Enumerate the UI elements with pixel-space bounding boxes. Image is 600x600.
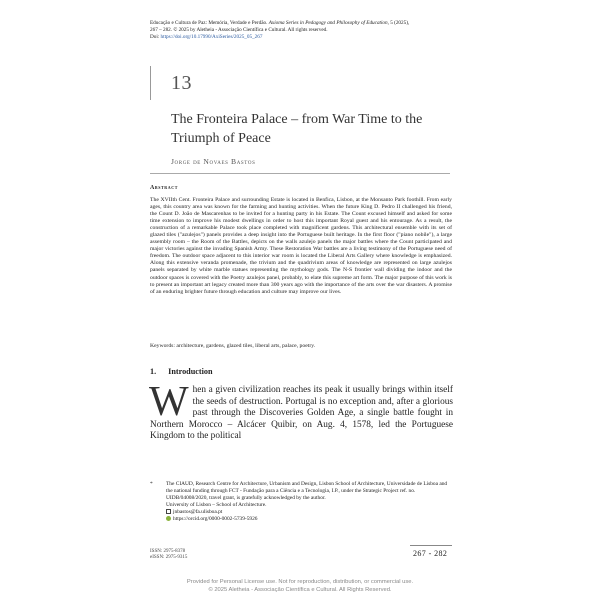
citation-header [150,20,460,41]
footnote-orcid[interactable]: https://orcid.org/0000-0002-5739-5926 [173,515,258,522]
abstract-heading: Abstract [150,185,179,191]
footnote [150,481,452,522]
doi-link[interactable]: https://doi.org/10.17990/AxiSeries/2025_05_267 [160,34,263,40]
author-rule [150,173,450,174]
orcid-icon [166,516,171,521]
doi-line [150,34,460,41]
chapter-divider [150,66,451,100]
footnote-text: The CIAUD, Research Centre for Architecture, Urbanism and Design, Lisbon School of Architecture, Universidade de Lisboa and the national funding through FCT - Fundação para a Ciência e a Tecnologia, I.P., under the Strategic Project ref. no. UIDB/04008/2020, travel grant, is gratefully acknowledged by the author. [166,481,448,501]
section-heading [150,367,213,376]
drop-cap: W [149,379,189,425]
footnote-email[interactable]: jnbastos@fa.ulisboa.pt [173,508,223,515]
chapter-title: The Fronteira Palace – from War Time to the Triumph of Peace [171,112,423,146]
issn-print: ISSN: 2975-8378 [150,549,186,554]
author-name: Jorge de Novaes Bastos [171,157,256,166]
intro-paragraph [149,379,453,443]
keywords: Keywords: architecture, gardens, glazed tiles, liberal arts, palace, poetry. [150,343,316,349]
license-watermark-line-2: © 2025 Aletheia - Associação Científica e Cultural. All Rights Reserved. [208,587,392,593]
license-watermark-line-1: Provided for Personal License use. Not for reproduction, distribution, or commercial use. [186,579,414,585]
footnote-email-line [166,509,452,516]
issn-electronic: eISSN: 2975-9315 [150,555,188,561]
citation-line-2: 267 – 282. © 2025 by Aletheia - Associação Científica e Cultural. All rights reserved. [150,27,328,33]
page-range-rule [410,545,452,546]
citation-line-1 [150,20,460,27]
abstract-text: The XVIIth Cent. Fronteira Palace and surrounding Estate is located in Benfica, Lisbon, at the Monsanto Park foothill. From early ages, this country area was known for the farming and hunting activities. When the future King D. Pedro II challenged his friend, the Count D. João de Mascarenhas to be invited for a hunting party in his Estate. The Count excused himself and asked for some time extension to improve his modest dwellings in order to host this important Royal guest and his entourage. As a result, the construction of a remarkable Palace took place completed with magnificent gardens. This architectural ensemble with its set of glazed tiles ("azulejos") panels provides a deep insight into the Portuguese built heritage. In the first floor ("piano nobile"), a large assembly room – the Room of the Battles, depicts on the walls azulejo panels the major battles where the Count participated and major victories against the invading Spanish Army. These Restoration War battles are a living testimony of the Portuguese need of freedom. The outdoor space adjacent to this interior war room is located the Liberal Arts Gallery where knowledge is emphasized. Along this extensive veranda promenade, the trivium and the quadrivium areas of knowledge are represented on large azulejos panels separated by white marble statues representing the mythology gods. The N-S frontier wall dividing the indoor and the outdoor spaces is covered with the Poetry azulejos panel, probably, to elate this supreme art form. The major purpose of this work is to present an important art legacy created more than 300 years ago with the importance of the arts over the war disasters. A promise of an enduring brighter future through education and culture may improve our lives. [150,197,452,295]
footnote-affiliation: University of Lisbon – School of Architecture. [166,501,267,508]
section-number: 1. [150,367,157,376]
email-icon [166,509,171,514]
footnote-body [166,481,452,522]
intro-text: hen a given civilization reaches its peak it usually brings within itself the seeds of destruction. Portugal is no exception and, after a glorious past through the Discoveries Golden Age, a single battle fought in Northern Morocco – Alcácer Quibir, on Aug. 4, 1578, led the Portuguese Kingdom to the political [150,385,453,442]
page-range: 267 - 282 [413,549,448,558]
chapter-number: 13 [171,72,192,94]
footnote-orcid-line [166,516,452,523]
citation-text: Educação e Cultura de Paz: Memória, Verdade e Perdão. [150,20,269,26]
series-title: Axioma Series in Pedagogy and Philosophy of Education [268,20,388,26]
section-title: Introduction [168,367,213,376]
issn-block [150,549,187,562]
footnote-mark: * [150,481,153,487]
doi-label: Doi: [150,34,160,40]
citation-volume: , 5 (2025), [387,20,410,26]
